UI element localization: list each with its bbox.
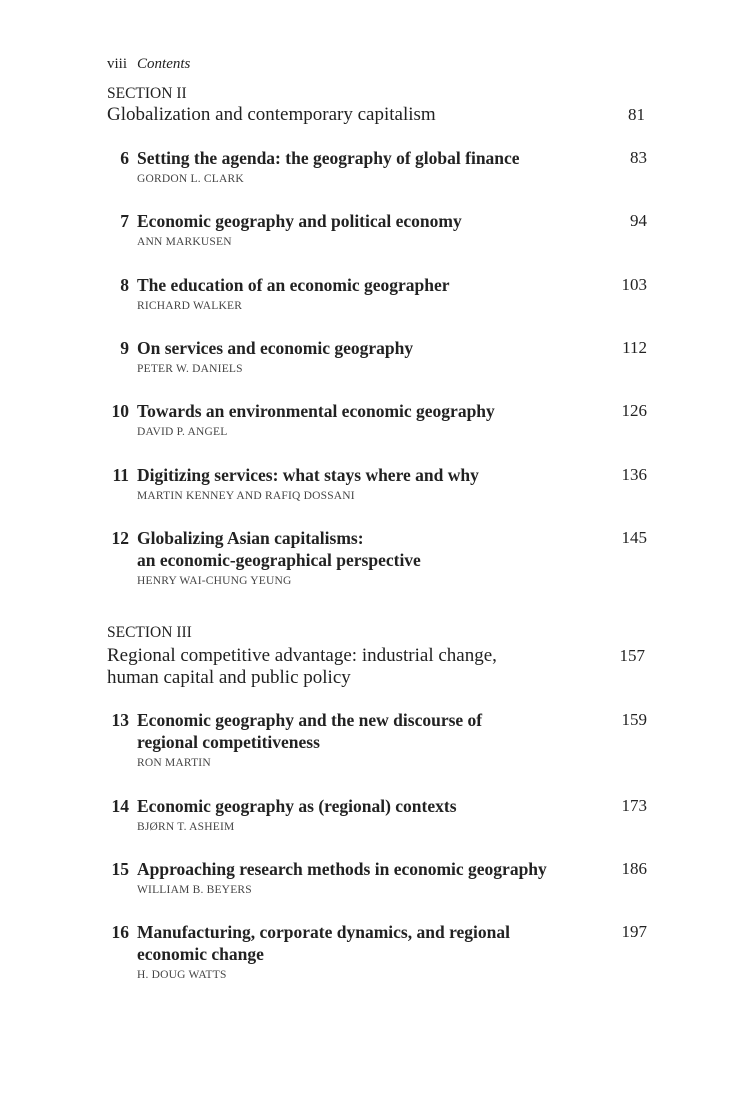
chapter-page-number: 112 — [622, 338, 647, 357]
chapter-title — [137, 147, 557, 189]
chapter-author: HENRY WAI-CHUNG YEUNG — [137, 575, 292, 587]
running-header — [107, 56, 190, 73]
chapter-number: 7 — [120, 211, 129, 231]
chapter-title-line: Economic geography and political economy — [137, 211, 462, 231]
chapter-title — [137, 527, 557, 591]
chapter-title-line: Towards an environmental economic geography — [137, 401, 495, 421]
chapter-title — [137, 210, 557, 252]
chapter-title — [137, 274, 557, 316]
chapter-number: 6 — [120, 148, 129, 168]
chapter-number: 15 — [111, 859, 129, 879]
chapter-title — [137, 921, 557, 985]
chapter-page-number: 173 — [621, 796, 647, 815]
chapter-title — [137, 709, 557, 773]
chapter-page-number: 94 — [630, 211, 647, 230]
chapter-number: 12 — [111, 528, 129, 548]
chapter-title-line: Digitizing services: what stays where and why — [137, 465, 479, 485]
page-number: viii — [107, 56, 128, 72]
chapter-author: RICHARD WALKER — [137, 300, 243, 312]
chapter-page-number: 186 — [621, 859, 647, 878]
section-heading — [107, 104, 577, 126]
chapter-number: 8 — [120, 275, 129, 295]
section-heading-line: Regional competitive advantage: industrial change, — [107, 645, 497, 666]
chapter-title-line: On services and economic geography — [137, 338, 414, 358]
chapter-page-number: 197 — [621, 922, 647, 941]
chapter-page-number: 136 — [621, 465, 647, 484]
chapter-title — [137, 400, 557, 442]
chapter-title-line: regional competitiveness — [137, 732, 320, 752]
chapter-title-line: Manufacturing, corporate dynamics, and regional — [137, 922, 511, 942]
chapter-page-number: 126 — [621, 401, 647, 420]
section-heading-line: human capital and public policy — [107, 667, 351, 688]
chapter-author: RON MARTIN — [137, 757, 211, 769]
section-page-number: 81 — [628, 105, 645, 124]
chapter-author: GORDON L. CLARK — [137, 173, 244, 185]
chapter-author: H. DOUG WATTS — [137, 969, 227, 981]
chapter-author: WILLIAM B. BEYERS — [137, 884, 252, 896]
chapter-title-line: an economic-geographical perspective — [137, 550, 421, 570]
chapter-title-line: The education of an economic geographer — [137, 275, 450, 295]
section-label: SECTION II — [107, 85, 187, 102]
section-page-number: 157 — [619, 646, 645, 665]
chapter-author: DAVID P. ANGEL — [137, 426, 228, 438]
chapter-title — [137, 858, 557, 900]
chapter-page-number: 83 — [630, 148, 647, 167]
chapter-title-line: Globalizing Asian capitalisms: — [137, 528, 364, 548]
chapter-title — [137, 337, 557, 379]
chapter-author: PETER W. DANIELS — [137, 363, 243, 375]
chapter-number: 16 — [111, 922, 129, 942]
section-heading-line: Globalization and contemporary capitalism — [107, 104, 436, 125]
chapter-title-line: economic change — [137, 944, 264, 964]
chapter-page-number: 159 — [621, 710, 647, 729]
chapter-title — [137, 795, 557, 837]
chapter-number: 14 — [111, 796, 129, 816]
chapter-number: 9 — [120, 338, 129, 358]
chapter-page-number: 103 — [621, 275, 647, 294]
chapter-author: MARTIN KENNEY AND RAFIQ DOSSANI — [137, 490, 355, 502]
chapter-title — [137, 464, 557, 506]
chapter-author: ANN MARKUSEN — [137, 236, 232, 248]
chapter-title-line: Approaching research methods in economic geography — [137, 859, 547, 879]
section-label: SECTION III — [107, 624, 192, 641]
section-heading — [107, 645, 577, 689]
chapter-number: 13 — [111, 710, 129, 730]
chapter-number: 10 — [111, 401, 129, 421]
chapter-author: BJØRN T. ASHEIM — [137, 821, 235, 833]
chapter-number: 11 — [112, 465, 129, 485]
chapter-title-line: Setting the agenda: the geography of global finance — [137, 148, 520, 168]
chapter-title-line: Economic geography as (regional) contexts — [137, 796, 457, 816]
chapter-page-number: 145 — [621, 528, 647, 547]
running-title: Contents — [137, 56, 191, 72]
chapter-title-line: Economic geography and the new discourse of — [137, 710, 483, 730]
